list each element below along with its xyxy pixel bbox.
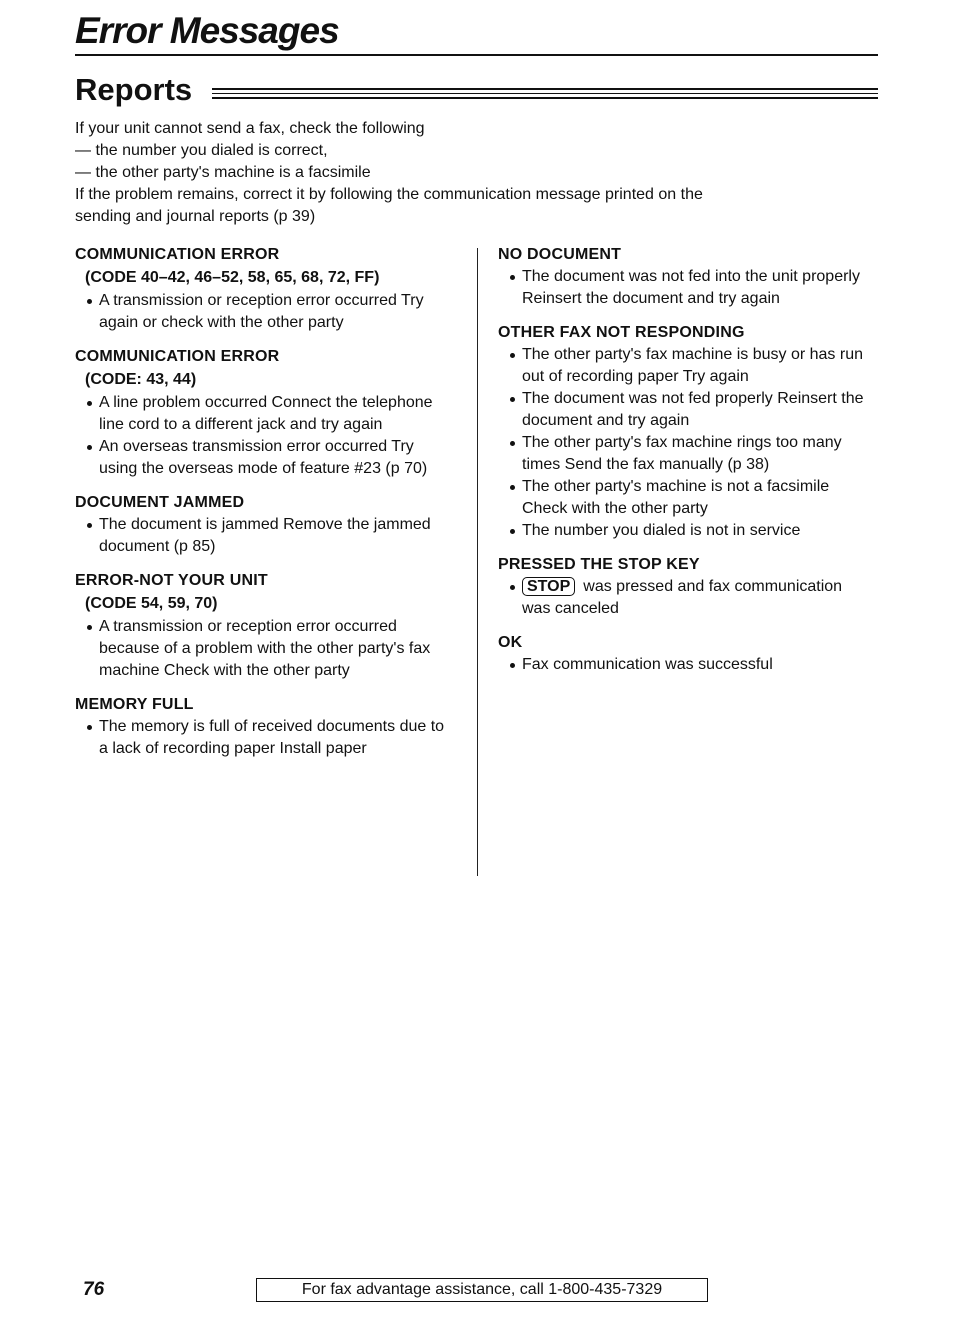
bullet-dot-icon xyxy=(510,485,515,490)
intro-line: — the other party's machine is a facsimile xyxy=(75,164,371,181)
error-entry-other-fax-not-responding xyxy=(498,322,868,542)
page-number: 76 xyxy=(83,1279,105,1300)
error-heading: OTHER FAX NOT RESPONDING xyxy=(498,324,745,341)
title-rule xyxy=(75,54,878,56)
bullet-dot-icon xyxy=(510,397,515,402)
intro-text xyxy=(75,118,875,228)
bullet-item xyxy=(75,436,455,480)
bullet-dot-icon xyxy=(510,585,515,590)
bullet-dot-icon xyxy=(87,445,92,450)
bullet-dot-icon xyxy=(510,663,515,668)
bullet-item xyxy=(75,290,455,334)
bullet-dot-icon xyxy=(510,353,515,358)
bullet-dot-icon xyxy=(87,523,92,528)
bullet-dot-icon xyxy=(87,299,92,304)
error-heading: PRESSED THE STOP KEY xyxy=(498,556,700,573)
error-heading: NO DOCUMENT xyxy=(498,246,622,263)
bullet-dot-icon xyxy=(87,401,92,406)
bullet-text: The document was not fed properly Reinsert the document and try again xyxy=(522,390,864,429)
bullet-text: The document was not fed into the unit properly Reinsert the document and try again xyxy=(522,268,860,307)
bullet-item xyxy=(498,520,868,542)
error-code: (CODE 54, 59, 70) xyxy=(85,595,218,612)
bullet-text: The other party's fax machine rings too many times Send the fax manually (p 38) xyxy=(522,434,842,473)
intro-line: If the problem remains, correct it by following the communication message printed on the xyxy=(75,186,703,203)
bullet-dot-icon xyxy=(510,275,515,280)
error-heading: MEMORY FULL xyxy=(75,696,194,713)
bullet-item xyxy=(498,388,868,432)
error-code: (CODE 40–42, 46–52, 58, 65, 68, 72, FF) xyxy=(85,269,380,286)
error-entry-communication-error-1 xyxy=(75,244,455,334)
assistance-box: For fax advantage assistance, call 1-800-435-7329 xyxy=(256,1278,708,1302)
bullet-text: A transmission or reception error occurred because of a problem with the other party's fax machine Check with the other party xyxy=(99,618,431,679)
intro-line: sending and journal reports (p 39) xyxy=(75,208,316,225)
intro-line: If your unit cannot send a fax, check the following xyxy=(75,120,425,137)
bullet-item xyxy=(498,432,868,476)
error-heading: COMMUNICATION ERROR xyxy=(75,348,280,365)
bullet-item xyxy=(498,476,868,520)
bullet-text: The number you dialed is not in service xyxy=(522,522,801,539)
error-entry-pressed-stop-key xyxy=(498,554,868,620)
stop-key-icon: STOP xyxy=(522,577,575,596)
bullet-item xyxy=(75,616,455,682)
bullet-text: The document is jammed Remove the jammed document (p 85) xyxy=(99,516,431,555)
error-entry-ok xyxy=(498,632,868,676)
error-entry-no-document xyxy=(498,244,868,310)
bullet-text: A line problem occurred Connect the telephone line cord to a different jack and try again xyxy=(99,394,433,433)
error-entry-memory-full xyxy=(75,694,455,760)
section-title: Reports xyxy=(75,72,193,107)
page-title: Error Messages xyxy=(75,10,339,51)
error-entry-communication-error-2 xyxy=(75,346,455,480)
error-heading: COMMUNICATION ERROR xyxy=(75,246,280,263)
bullet-item xyxy=(498,654,868,676)
bullet-dot-icon xyxy=(87,725,92,730)
left-column xyxy=(75,244,455,772)
right-column xyxy=(498,244,868,688)
column-divider xyxy=(477,248,478,876)
bullet-item xyxy=(498,576,868,620)
bullet-text: The other party's machine is not a facsimile Check with the other party xyxy=(522,478,830,517)
bullet-text: Fax communication was successful xyxy=(522,656,773,673)
bullet-item xyxy=(75,392,455,436)
bullet-item xyxy=(75,716,455,760)
error-entry-document-jammed xyxy=(75,492,455,558)
bullet-item xyxy=(498,344,868,388)
bullet-item xyxy=(498,266,868,310)
bullet-text: The other party's fax machine is busy or has run out of recording paper Try again xyxy=(522,346,863,385)
error-heading: DOCUMENT JAMMED xyxy=(75,494,245,511)
bullet-dot-icon xyxy=(87,625,92,630)
error-heading: ERROR-NOT YOUR UNIT xyxy=(75,572,268,589)
bullet-text: An overseas transmission error occurred Try using the overseas mode of feature #23 (p 70) xyxy=(99,438,428,477)
intro-line: — the number you dialed is correct, xyxy=(75,142,328,159)
bullet-text: A transmission or reception error occurred Try again or check with the other party xyxy=(99,292,424,331)
section-rule xyxy=(212,88,878,99)
error-heading: OK xyxy=(498,634,523,651)
bullet-text: was pressed and fax communication was canceled xyxy=(522,578,843,617)
bullet-item xyxy=(75,514,455,558)
error-entry-not-your-unit xyxy=(75,570,455,682)
bullet-text: The memory is full of received documents due to a lack of recording paper Install paper xyxy=(99,718,445,757)
error-code: (CODE: 43, 44) xyxy=(85,371,197,388)
bullet-dot-icon xyxy=(510,529,515,534)
bullet-dot-icon xyxy=(510,441,515,446)
